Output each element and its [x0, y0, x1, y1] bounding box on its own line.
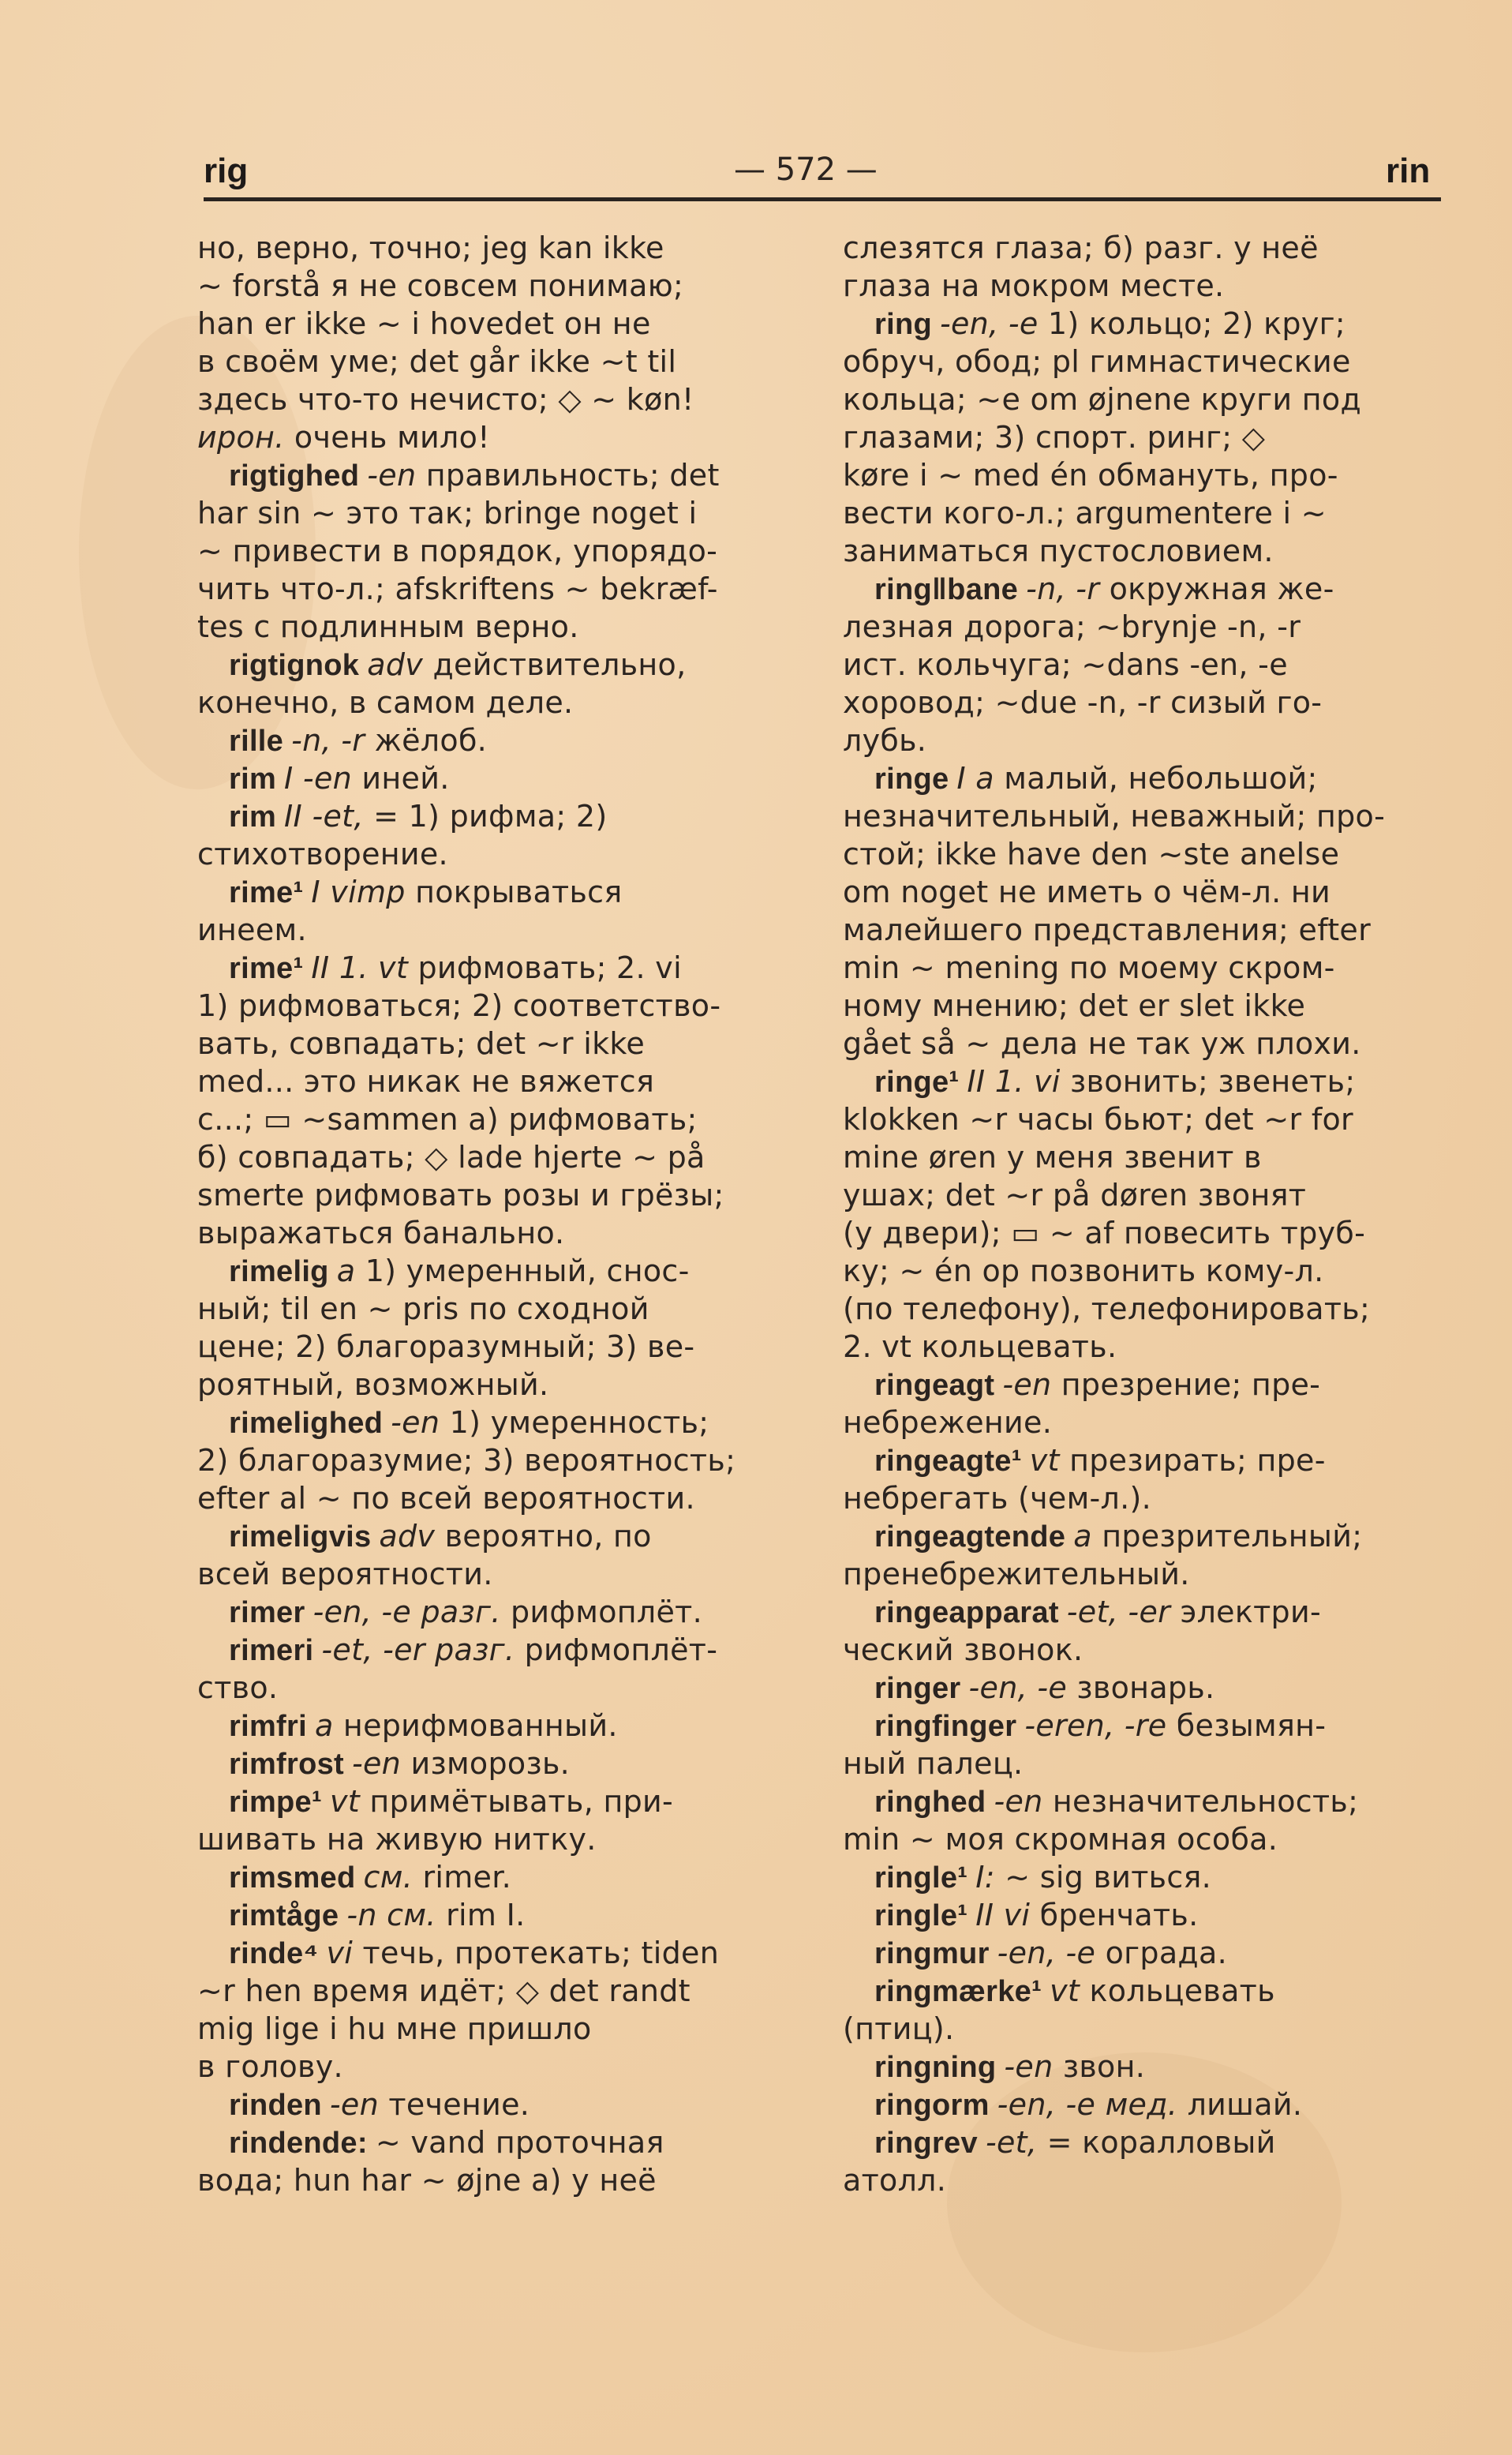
entry-line	[197, 1593, 791, 1631]
entry-line	[843, 759, 1436, 797]
entry-line	[197, 2010, 791, 2048]
headword: rille	[229, 725, 284, 758]
entry-text: слезятся глаза; б) разг. у неё	[843, 231, 1319, 265]
entry-line	[197, 911, 791, 949]
entry-line	[843, 1138, 1436, 1176]
headword: rimelighed	[229, 1407, 384, 1440]
entry-text: стихотворение.	[197, 837, 448, 871]
entry-text: но, верно, точно; jeg kan ikke	[197, 231, 664, 265]
entry-line	[197, 835, 791, 873]
grammar-label: a	[314, 1708, 334, 1743]
entry-text: tes с подлинным верно.	[197, 609, 579, 644]
entry-text: атолл.	[843, 2163, 947, 2198]
entry-text: выражаться банально.	[197, 1216, 565, 1250]
entry-line	[197, 797, 791, 835]
entry-line	[197, 267, 791, 305]
headword: ringe	[874, 763, 949, 796]
entry-line	[843, 418, 1436, 456]
entry-line	[843, 873, 1436, 911]
entry-line	[197, 1441, 791, 1479]
entry-text: в своём уме; det går ikke ~t til	[197, 344, 677, 379]
entry-text: ный палец.	[843, 1746, 1024, 1781]
entry-text: правильность; det	[425, 458, 720, 493]
entry-line	[197, 873, 791, 911]
headword: ringmærke¹	[874, 1975, 1042, 2008]
entry-text: безымян-	[1176, 1708, 1327, 1743]
entry-line	[197, 1025, 791, 1063]
entry-text: звонарь.	[1076, 1670, 1215, 1705]
entry-line	[197, 1063, 791, 1100]
entry-line	[843, 2010, 1436, 2048]
headword: ringhed	[874, 1786, 986, 1819]
entry-line	[197, 2086, 791, 2123]
entry-line	[197, 418, 791, 456]
headword: ringeapparat	[874, 1596, 1059, 1629]
headword: rim	[229, 763, 277, 796]
entry-text: (у двери); ▭ ~ af повесить труб-	[843, 1216, 1366, 1250]
guide-word-left: rig	[204, 152, 249, 190]
entry-text: роятный, возможный.	[197, 1367, 549, 1402]
headword: rime¹	[229, 876, 304, 909]
entry-line	[843, 2123, 1436, 2161]
entry-line	[197, 229, 791, 267]
entry-text: mine øren у меня звенит в	[843, 1140, 1262, 1175]
grammar-label: II 1. vi	[967, 1064, 1061, 1099]
entry-text: рифмоплёт.	[511, 1595, 702, 1629]
headword: rindende:	[229, 2127, 368, 2160]
entry-line	[843, 532, 1436, 570]
grammar-label: -et, -er	[1066, 1595, 1171, 1629]
entry-line	[197, 1820, 791, 1858]
entry-text: rim I.	[446, 1898, 526, 1932]
entry-line	[197, 949, 791, 987]
entry-text: лубь.	[843, 723, 927, 758]
entry-text: инеем.	[197, 913, 307, 947]
headword: rimeligvis	[229, 1520, 372, 1554]
grammar-label: a	[336, 1254, 356, 1288]
headword: rigtighed	[229, 459, 360, 493]
entry-line	[843, 646, 1436, 684]
entry-text: 1) умеренность;	[449, 1405, 709, 1440]
entry-line	[197, 305, 791, 343]
entry-line	[843, 267, 1436, 305]
entry-text: очень мило!	[294, 420, 490, 455]
grammar-label: I a	[956, 761, 994, 796]
headword: rimeri	[229, 1634, 314, 1667]
entry-text: (по телефону), телефонировать;	[843, 1291, 1371, 1326]
entry-text: электри-	[1180, 1595, 1321, 1629]
entry-line	[843, 229, 1436, 267]
headword: rimtåge	[229, 1899, 339, 1932]
entry-text: ист. кольчуга; ~dans -en, -e	[843, 647, 1288, 682]
entry-text: klokken ~r часы бьют; det ~r for	[843, 1102, 1353, 1137]
headword: rime¹	[229, 952, 304, 985]
entry-line	[843, 2048, 1436, 2086]
entry-text: ный; til en ~ pris по сходной	[197, 1291, 649, 1326]
entry-text: коралловый	[1082, 2125, 1276, 2160]
entry-text: 1) рифма; 2)	[408, 799, 608, 834]
entry-line	[197, 646, 791, 684]
headword: ringning	[874, 2051, 997, 2084]
entry-text: хоровод; ~due -n, -r сизый го-	[843, 685, 1323, 720]
headword: ringeagtende	[874, 1520, 1066, 1554]
entry-line	[197, 380, 791, 418]
entry-line	[843, 1252, 1436, 1290]
entry-text: цене; 2) благоразумный; 3) ве-	[197, 1329, 695, 1364]
entry-line	[843, 570, 1436, 608]
grammar-label: -en	[329, 2087, 379, 2122]
entry-text: køre i ~ med én обмануть, про-	[843, 458, 1338, 493]
entry-text: rimer.	[422, 1860, 512, 1895]
headword: ringle¹	[874, 1899, 968, 1932]
entry-line	[197, 2048, 791, 2086]
entry-text: презрительный;	[1102, 1519, 1363, 1554]
entry-line	[843, 987, 1436, 1025]
headword: ring	[874, 308, 932, 341]
entry-text: глаза на мокром месте.	[843, 268, 1225, 303]
entry-text: min ~ mening по моему скром-	[843, 950, 1335, 985]
entry-line	[197, 722, 791, 759]
entry-text: действительно,	[432, 647, 687, 682]
left-column	[197, 229, 791, 2199]
headword: ringle¹	[874, 1861, 968, 1895]
headword: ring‖bane	[874, 573, 1019, 606]
grammar-label: -n см.	[346, 1898, 436, 1932]
entry-line	[197, 1707, 791, 1745]
entry-line	[197, 2161, 791, 2199]
entry-line	[843, 722, 1436, 759]
entry-text: кольцевать	[1089, 1973, 1275, 2008]
entry-line	[197, 1972, 791, 2010]
entry-text: покрываться	[415, 875, 623, 909]
grammar-label: I -en	[284, 761, 353, 796]
entry-line	[197, 532, 791, 570]
right-column	[843, 229, 1436, 2199]
entry-line	[197, 1176, 791, 1214]
entry-text: глазами; 3) спорт. ринг; ◇	[843, 420, 1266, 455]
grammar-label: см.	[363, 1860, 414, 1895]
entry-text: бренчать.	[1039, 1898, 1199, 1932]
headword: ringfinger	[874, 1710, 1017, 1743]
entry-line	[843, 1782, 1436, 1820]
entry-text: течение.	[388, 2087, 530, 2122]
entry-text: (птиц).	[843, 2011, 955, 2046]
entry-text: ~r hen время идёт; ◇ det randt	[197, 1973, 691, 2008]
grammar-label: -en	[351, 1746, 402, 1781]
entry-line	[197, 1100, 791, 1138]
headword: ringeagt	[874, 1369, 995, 1402]
entry-text: рифмовать; 2. vi	[417, 950, 682, 985]
entry-text: лишай.	[1187, 2087, 1303, 2122]
entry-line	[197, 1404, 791, 1441]
grammar-label: -et, =	[985, 2125, 1072, 2160]
entry-line	[843, 1441, 1436, 1479]
entry-text: окружная же-	[1109, 572, 1334, 606]
entry-line	[843, 949, 1436, 987]
entry-line	[843, 456, 1436, 494]
entry-line	[843, 1593, 1436, 1631]
entry-text: малейшего представления; efter	[843, 913, 1372, 947]
entry-line	[197, 1631, 791, 1669]
entry-line	[197, 1782, 791, 1820]
entry-line	[843, 2086, 1436, 2123]
entry-line	[843, 1555, 1436, 1593]
entry-line	[843, 608, 1436, 646]
grammar-label: -en	[994, 1784, 1043, 1819]
grammar-label: I:	[975, 1860, 995, 1895]
entry-text: чить что-л.; afskriftens ~ bekræf-	[197, 572, 718, 606]
headword: ringeagte¹	[874, 1445, 1022, 1478]
grammar-label: -en, -e	[939, 306, 1039, 341]
entry-text: ку; ~ én op позвонить кому-л.	[843, 1254, 1324, 1288]
entry-line	[843, 1820, 1436, 1858]
headword: rimsmed	[229, 1861, 356, 1895]
page-number: — 572 —	[734, 152, 878, 188]
entry-text: кольца; ~e om øjnene круги под	[843, 382, 1362, 417]
entry-text: ство.	[197, 1670, 279, 1705]
entry-text: обруч, обод; pl гимнастические	[843, 344, 1351, 379]
entry-text: вать, совпадать; det ~r ikke	[197, 1026, 646, 1061]
entry-text: примётывать, при-	[369, 1784, 674, 1819]
entry-text: пренебрежительный.	[843, 1557, 1190, 1591]
entry-line	[197, 608, 791, 646]
entry-text: har sin ~ это так; bringe noget i	[197, 496, 698, 530]
entry-text: изморозь.	[410, 1746, 571, 1781]
entry-line	[197, 1290, 791, 1328]
entry-line	[197, 2123, 791, 2161]
entry-line	[197, 1555, 791, 1593]
entry-text: презрение; пре-	[1061, 1367, 1321, 1402]
entry-text: всей вероятности.	[197, 1557, 493, 1591]
entry-text: рифмоплёт-	[524, 1632, 718, 1667]
entry-text: ~ forstå я не совсем понимаю;	[197, 268, 684, 303]
header-rule	[204, 197, 1441, 201]
entry-line	[197, 684, 791, 722]
entry-line	[197, 1479, 791, 1517]
guide-word-right: rin	[1386, 152, 1431, 190]
entry-text: звон.	[1062, 2049, 1146, 2084]
grammar-label: II vi	[975, 1898, 1031, 1932]
entry-text: 1) кольцо; 2) круг;	[1047, 306, 1345, 341]
grammar-label: -en	[1002, 1367, 1052, 1402]
grammar-label: vt	[329, 1784, 360, 1819]
entry-line	[843, 1669, 1436, 1707]
grammar-label: ирон.	[197, 420, 285, 455]
headword: rimelig	[229, 1255, 329, 1288]
grammar-label: adv	[379, 1519, 436, 1554]
entry-text: med... это никак не вяжется	[197, 1064, 655, 1099]
grammar-label: -en	[391, 1405, 440, 1440]
entry-text: вести кого-л.; argumentere i ~	[843, 496, 1327, 530]
headword: ringmur	[874, 1937, 990, 1970]
entry-line	[843, 1100, 1436, 1138]
grammar-label: a	[1073, 1519, 1092, 1554]
entry-line	[843, 797, 1436, 835]
entry-line	[843, 1328, 1436, 1366]
grammar-label: -en, -e	[968, 1670, 1068, 1705]
entry-line	[197, 456, 791, 494]
entry-line	[197, 987, 791, 1025]
entry-line	[197, 759, 791, 797]
entry-line	[197, 1366, 791, 1404]
grammar-label: vi	[326, 1936, 354, 1970]
entry-text: ~ привести в порядок, упорядо-	[197, 534, 718, 568]
entry-text: течь, протекать; tiden	[362, 1936, 720, 1970]
entry-line	[197, 1517, 791, 1555]
entry-line	[843, 1896, 1436, 1934]
entry-text: в голову.	[197, 2049, 343, 2084]
entry-text: ~ vand проточная	[375, 2125, 664, 2160]
entry-line	[843, 1366, 1436, 1404]
entry-line	[843, 2161, 1436, 2199]
grammar-label: -n, -r	[291, 723, 365, 758]
entry-text: нерифмованный.	[342, 1708, 618, 1743]
entry-line	[843, 1214, 1436, 1252]
entry-text: mig lige i hu мне пришло	[197, 2011, 592, 2046]
entry-line	[843, 1063, 1436, 1100]
grammar-label: -en	[1004, 2049, 1054, 2084]
entry-line	[197, 1214, 791, 1252]
entry-line	[843, 1517, 1436, 1555]
entry-text: 1) рифмоваться; 2) соответство-	[197, 988, 721, 1023]
grammar-label: II 1. vt	[311, 950, 409, 985]
entry-text: незначительный, неважный; про-	[843, 799, 1386, 834]
entry-line	[843, 343, 1436, 380]
entry-text: вода; hun har ~ øjne а) у неё	[197, 2163, 657, 2198]
entry-line	[197, 343, 791, 380]
entry-line	[843, 1025, 1436, 1063]
entry-text: шивать на живую нитку.	[197, 1822, 597, 1857]
headword: rimfrost	[229, 1748, 344, 1781]
grammar-label: -n, -r	[1026, 572, 1100, 606]
entry-text: жёлоб.	[374, 723, 488, 758]
entry-text: небрежение.	[843, 1405, 1053, 1440]
headword: rimer	[229, 1596, 305, 1629]
entry-text: здесь что-то нечисто; ◇ ~ køn!	[197, 382, 694, 417]
entry-text: ческий звонок.	[843, 1632, 1083, 1667]
grammar-label: I vimp	[311, 875, 406, 909]
entry-line	[197, 1252, 791, 1290]
entry-line	[197, 1896, 791, 1934]
entry-line	[197, 1858, 791, 1896]
entry-text: заниматься пустословием.	[843, 534, 1274, 568]
grammar-label: -eren, -re	[1024, 1708, 1167, 1743]
headword: rinde⁴	[229, 1937, 319, 1970]
headword: rim	[229, 800, 277, 834]
entry-text: незначительность;	[1052, 1784, 1359, 1819]
grammar-label: vt	[1050, 1973, 1080, 2008]
entry-text: ному мнению; det er slet ikke	[843, 988, 1306, 1023]
entry-text: smerte рифмовать розы и грёзы;	[197, 1178, 724, 1213]
entry-text: 1) умеренный, снос-	[365, 1254, 690, 1288]
entry-text: небрегать (чем-л.).	[843, 1481, 1152, 1516]
entry-line	[843, 1707, 1436, 1745]
entry-line	[843, 305, 1436, 343]
grammar-label: -en, -e	[997, 1936, 1096, 1970]
entry-text: han er ikke ~ i hovedet он не	[197, 306, 651, 341]
entry-text: малый, небольшой;	[1004, 761, 1318, 796]
grammar-label: vt	[1029, 1443, 1060, 1478]
entry-text: ограда.	[1105, 1936, 1227, 1970]
entry-line	[843, 684, 1436, 722]
grammar-label: -et, -er разг.	[321, 1632, 515, 1667]
entry-line	[843, 1631, 1436, 1669]
entry-text: gået så ~ дела не так уж плохи.	[843, 1026, 1361, 1061]
entry-line	[843, 1745, 1436, 1782]
entry-text: 2) благоразумие; 3) вероятность;	[197, 1443, 736, 1478]
grammar-label: -en, -e мед.	[997, 2087, 1178, 2122]
entry-text: efter al ~ по всей вероятности.	[197, 1481, 695, 1516]
entry-text: min ~ моя скромная особа.	[843, 1822, 1278, 1857]
headword: ringe¹	[874, 1066, 960, 1099]
entry-line	[197, 1328, 791, 1366]
entry-line	[197, 1138, 791, 1176]
headword: rinden	[229, 2089, 322, 2122]
grammar-label: -en, -e разг.	[313, 1595, 501, 1629]
entry-line	[197, 570, 791, 608]
entry-text: ушах; det ~r på døren звонят	[843, 1178, 1307, 1213]
entry-line	[197, 1934, 791, 1972]
headword: rimpe¹	[229, 1786, 322, 1819]
entry-text: ~ sig виться.	[1005, 1860, 1212, 1895]
entry-line	[843, 911, 1436, 949]
headword: rimfri	[229, 1710, 307, 1743]
entry-line	[197, 1745, 791, 1782]
entry-line	[843, 1290, 1436, 1328]
entry-line	[843, 1176, 1436, 1214]
entry-text: конечно, в самом деле.	[197, 685, 574, 720]
entry-text: лезная дорога; ~brynje -n, -r	[843, 609, 1301, 644]
entry-line	[843, 1972, 1436, 2010]
entry-line	[843, 1404, 1436, 1441]
entry-line	[843, 380, 1436, 418]
headword: ringrev	[874, 2127, 978, 2160]
headword: ringorm	[874, 2089, 990, 2122]
entry-text: om noget не иметь о чём-л. ни	[843, 875, 1331, 909]
grammar-label: -en	[367, 458, 417, 493]
entry-text: иней.	[361, 761, 450, 796]
entry-text: б) совпадать; ◇ lade hjerte ~ på	[197, 1140, 705, 1175]
entry-line	[197, 494, 791, 532]
grammar-label: adv	[367, 647, 424, 682]
entry-text: с...; ▭ ~sammen а) рифмовать;	[197, 1102, 698, 1137]
entry-text: стой; ikke have den ~ste anelse	[843, 837, 1340, 871]
entry-line	[843, 1479, 1436, 1517]
entry-line	[843, 494, 1436, 532]
entry-line	[843, 1934, 1436, 1972]
entry-text: 2. vt кольцевать.	[843, 1329, 1117, 1364]
entry-line	[843, 1858, 1436, 1896]
headword: rigtignok	[229, 649, 360, 682]
entry-line	[843, 835, 1436, 873]
entry-line	[197, 1669, 791, 1707]
entry-text: звонить; звенеть;	[1070, 1064, 1356, 1099]
headword: ringer	[874, 1672, 961, 1705]
entry-text: презирать; пре-	[1069, 1443, 1326, 1478]
entry-text: вероятно, по	[444, 1519, 652, 1554]
grammar-label: II -et, =	[284, 799, 399, 834]
